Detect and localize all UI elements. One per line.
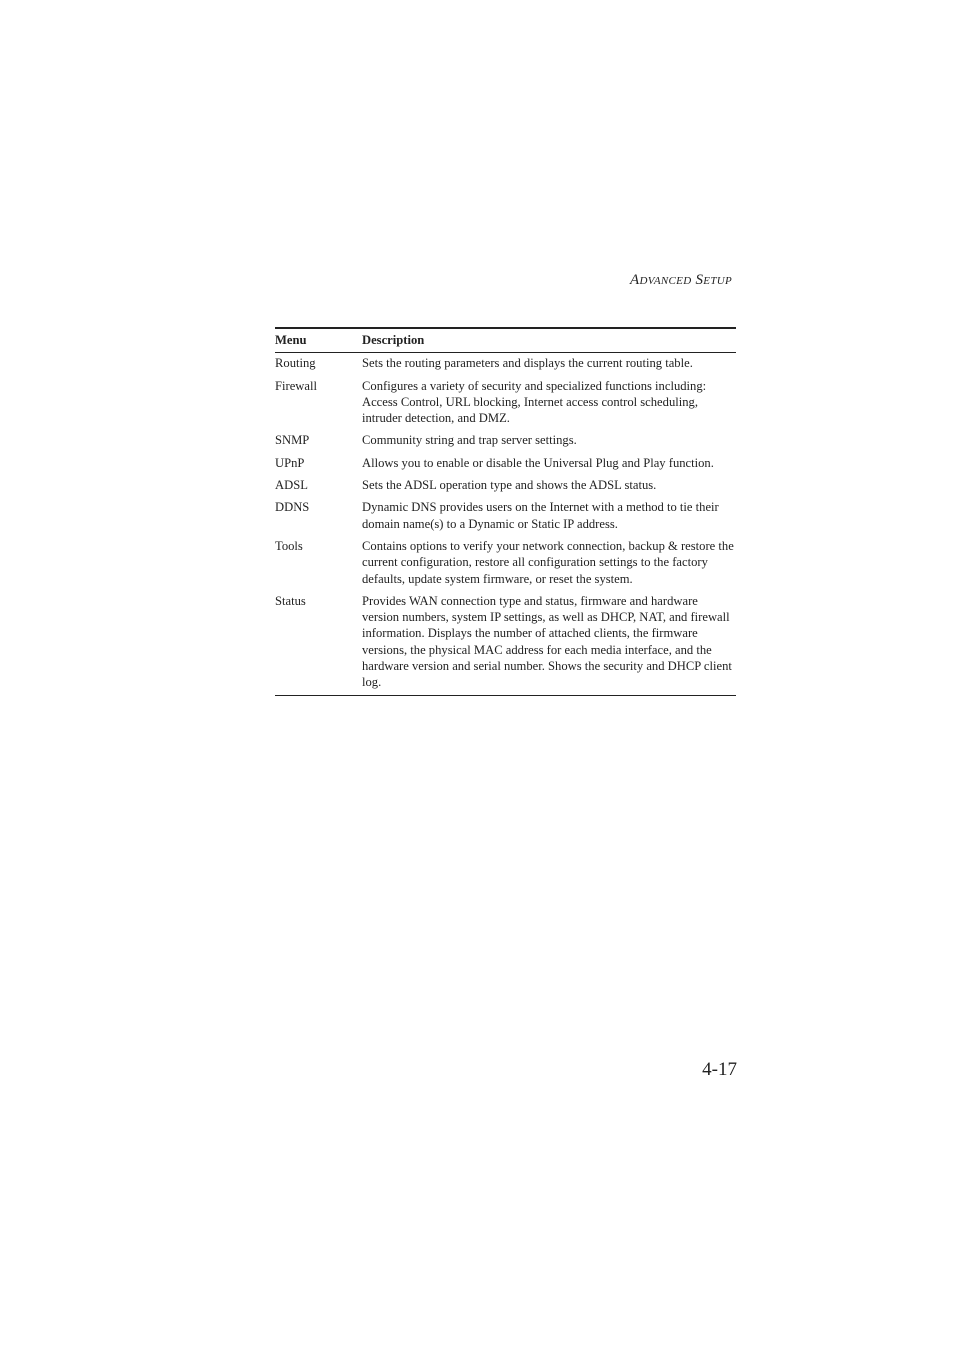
description-cell: Community string and trap server settings. [362, 433, 577, 448]
running-head: Advanced Setup [629, 272, 732, 288]
table-row [275, 538, 736, 593]
table-row [275, 378, 736, 433]
menu-cell: Routing [275, 356, 316, 371]
menu-description-table [275, 327, 736, 696]
table-row [275, 477, 736, 499]
description-cell: Contains options to verify your network connection, backup & restore the current configuration, restore all configuration settings to the factory defaults, update system firmware, or reset the system. [362, 538, 734, 586]
description-cell: Provides WAN connection type and status, firmware and hardware version numbers, system IP settings, as well as DHCP, NAT, and firewall information. Displays the number of attached clients, the firmware versions, the physical MAC address for each media interface, and the hardware version and serial number. Shows the security and DHCP client log. [362, 593, 736, 695]
menu-cell: UPnP [275, 455, 305, 470]
description-cell: Configures a variety of security and specialized functions including: Access Control, URL blocking, Internet access control scheduling, intruder detection, and DMZ. [362, 378, 707, 426]
menu-cell: ADSL [275, 478, 308, 493]
menu-cell: DDNS [275, 500, 310, 515]
description-cell: Sets the ADSL operation type and shows the ADSL status. [362, 478, 657, 493]
table-row [275, 593, 736, 695]
menu-cell: Tools [275, 538, 303, 553]
menu-cell: Firewall [275, 378, 317, 393]
description-cell: Allows you to enable or disable the Universal Plug and Play function. [362, 455, 714, 470]
table-header-row [275, 328, 736, 353]
menu-cell: Status [275, 593, 362, 695]
table-row [275, 353, 736, 378]
table-row [275, 432, 736, 454]
menu-cell: SNMP [275, 433, 310, 448]
description-cell: Dynamic DNS provides users on the Internet with a method to tie their domain name(s) to a Dynamic or Static IP address. [362, 500, 719, 531]
page-number: 4-17 [702, 1059, 737, 1080]
table-row [275, 499, 736, 538]
table-row [275, 455, 736, 477]
column-header-description: Description [362, 328, 736, 353]
description-cell: Sets the routing parameters and displays the current routing table. [362, 356, 693, 371]
column-header-menu: Menu [275, 328, 362, 353]
